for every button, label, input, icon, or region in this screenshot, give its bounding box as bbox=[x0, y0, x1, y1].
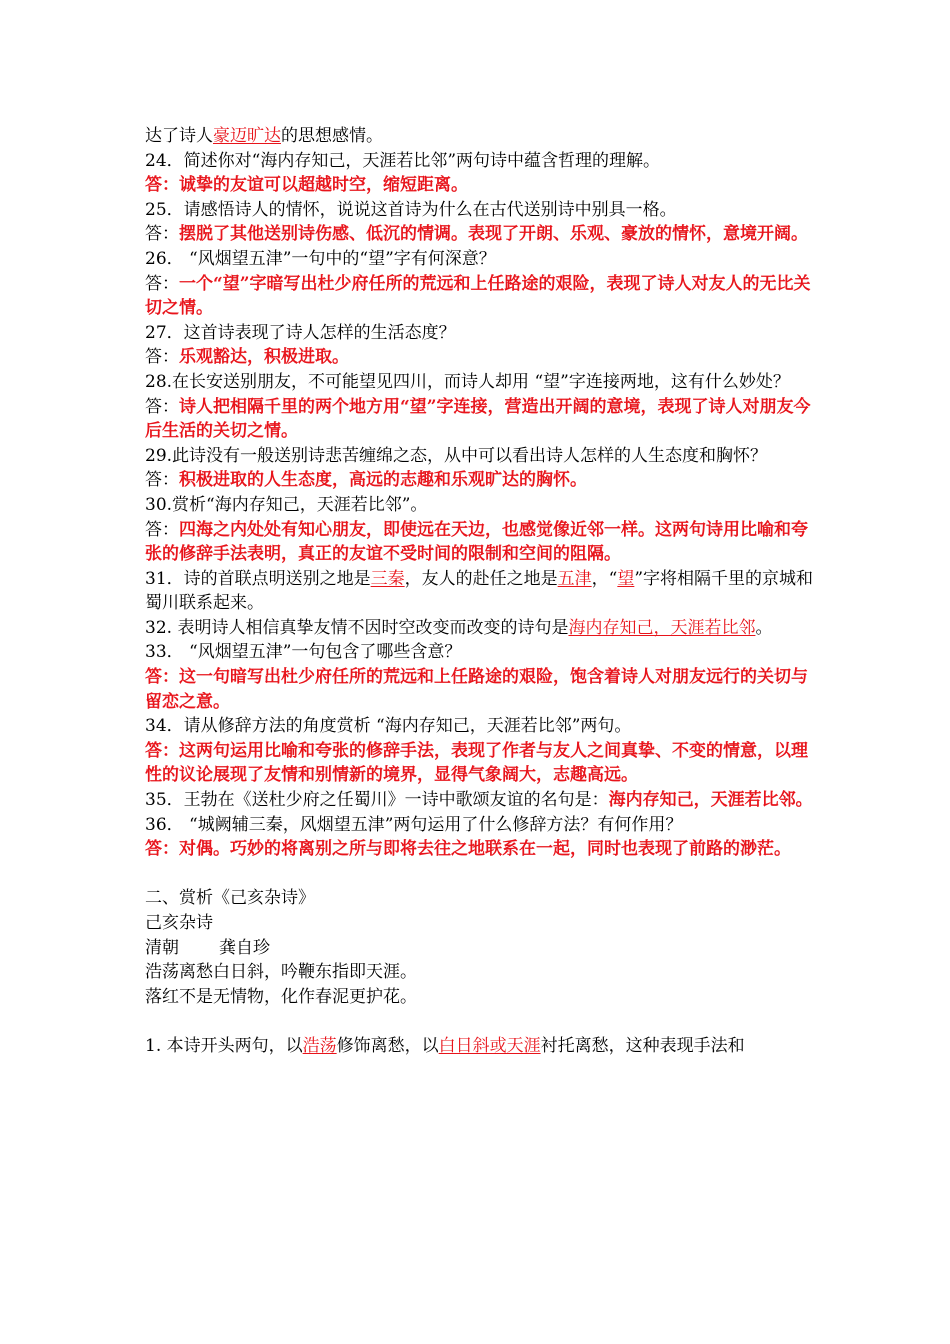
poem-byline bbox=[145, 936, 815, 961]
question-27: 27．这首诗表现了诗人怎样的生活态度？ bbox=[145, 322, 456, 343]
question-32: 32. 表明诗人相信真挚友情不因时空改变而改变的诗句是海内存知己，天涯若比邻。 bbox=[145, 617, 773, 638]
question-33: 33． “风烟望五津”一句包含了哪些含意？ bbox=[145, 642, 462, 663]
question-25: 25．请感悟诗人的情怀，说说这首诗为什么在古代送别诗中别具一格。 bbox=[145, 199, 677, 220]
answer-25: 答：摆脱了其他送别诗伤感、低沉的情调。表现了开朗、乐观、豪放的情怀，意境开阔。 bbox=[145, 224, 808, 245]
answer-27: 答：乐观豁达，积极进取。 bbox=[145, 347, 349, 368]
spacer bbox=[145, 862, 815, 887]
question-35: 35．王勃在《送杜少府之任蜀川》一诗中歌颂友谊的名句是：海内存知己，天涯若比邻。 bbox=[145, 790, 813, 811]
section2-question-1: 1. 本诗开头两句，以浩荡修饰离愁，以白日斜或天涯衬托离愁，这种表现手法和 bbox=[145, 1035, 745, 1056]
line-intro: 达了诗人豪迈旷达的思想感情。 bbox=[145, 126, 383, 146]
answer-29: 答：积极进取的人生态度，高远的志趣和乐观旷达的胸怀。 bbox=[145, 470, 587, 491]
answer-34: 答：这两句运用比喻和夸张的修辞手法，表现了作者与友人之间真挚、不变的情意，以理性的议论展现了友情和别情新的境界，显得气象阔大，志趣高远。 bbox=[145, 740, 808, 786]
poem-dynasty: 清朝 bbox=[145, 937, 179, 958]
section-heading: 二、赏析《己亥杂诗》 bbox=[145, 888, 315, 909]
question-29: 29.此诗没有一般送别诗悲苦缠绵之态，从中可以看出诗人怎样的人生态度和胸怀？ bbox=[145, 445, 768, 466]
poem-verse-1: 浩荡离愁白日斜，吟鞭东指即天涯。 bbox=[145, 962, 417, 983]
question-28: 28.在长安送别朋友，不可能望见四川，而诗人却用 “望”字连接两地，这有什么妙处？ bbox=[145, 371, 790, 392]
question-26: 26． “风烟望五津”一句中的“望”字有何深意？ bbox=[145, 248, 496, 269]
document-body bbox=[145, 124, 815, 1059]
answer-blank: 三秦 bbox=[370, 568, 405, 589]
question-36: 36． “城阙辅三秦，风烟望五津”两句运用了什么修辞方法？有何作用？ bbox=[145, 814, 683, 835]
answer-24: 答：诚挚的友谊可以超越时空，缩短距离。 bbox=[145, 175, 468, 196]
answer-26: 答：一个“望”字暗写出杜少府任所的荒远和上任路途的艰险，表现了诗人对友人的无比关切之情。 bbox=[145, 273, 811, 319]
answer-blank: 海内存知己，天涯若比邻 bbox=[568, 617, 756, 638]
question-24: 24．简述你对“海内存知己，天涯若比邻”两句诗中蕴含哲理的理解。 bbox=[145, 150, 661, 171]
answer-blank: 白日斜或天涯 bbox=[438, 1035, 541, 1056]
question-31: 31．诗的首联点明送别之地是三秦，友人的赴任之地是五津，“望”字将相隔千里的京城和蜀川联系起来。 bbox=[145, 568, 814, 614]
answer-28: 答：诗人把相隔千里的两个地方用“望”字连接，营造出开阔的意境，表现了诗人对朋友今后生活的关切之情。 bbox=[145, 396, 811, 442]
answer-36: 答：对偶。巧妙的将离别之所与即将去往之地联系在一起，同时也表现了前路的渺茫。 bbox=[145, 839, 791, 860]
answer-blank: 五津 bbox=[557, 568, 592, 589]
answer-blank: 豪迈旷达 bbox=[213, 126, 281, 146]
question-30: 30.赏析“海内存知己，天涯若比邻”。 bbox=[145, 494, 428, 515]
poem-author: 龚自珍 bbox=[219, 937, 270, 958]
poem-title: 己亥杂诗 bbox=[145, 913, 213, 933]
answer-30: 答：四海之内处处有知心朋友，即使远在天边，也感觉像近邻一样。这两句诗用比喻和夸张的修辞手法表明，真正的友谊不受时间的限制和空间的阻隔。 bbox=[145, 519, 808, 565]
poem-verse-2: 落红不是无情物，化作春泥更护花。 bbox=[145, 986, 417, 1007]
spacer bbox=[145, 1009, 815, 1034]
answer-blank: 望 bbox=[617, 568, 635, 589]
answer-33: 答：这一句暗写出杜少府任所的荒远和上任路途的艰险，饱含着诗人对朋友远行的关切与留恋之意。 bbox=[145, 667, 808, 712]
answer-blank: 浩荡 bbox=[302, 1035, 337, 1056]
question-34: 34．请从修辞方法的角度赏析 “海内存知己，天涯若比邻”两句。 bbox=[145, 716, 632, 737]
